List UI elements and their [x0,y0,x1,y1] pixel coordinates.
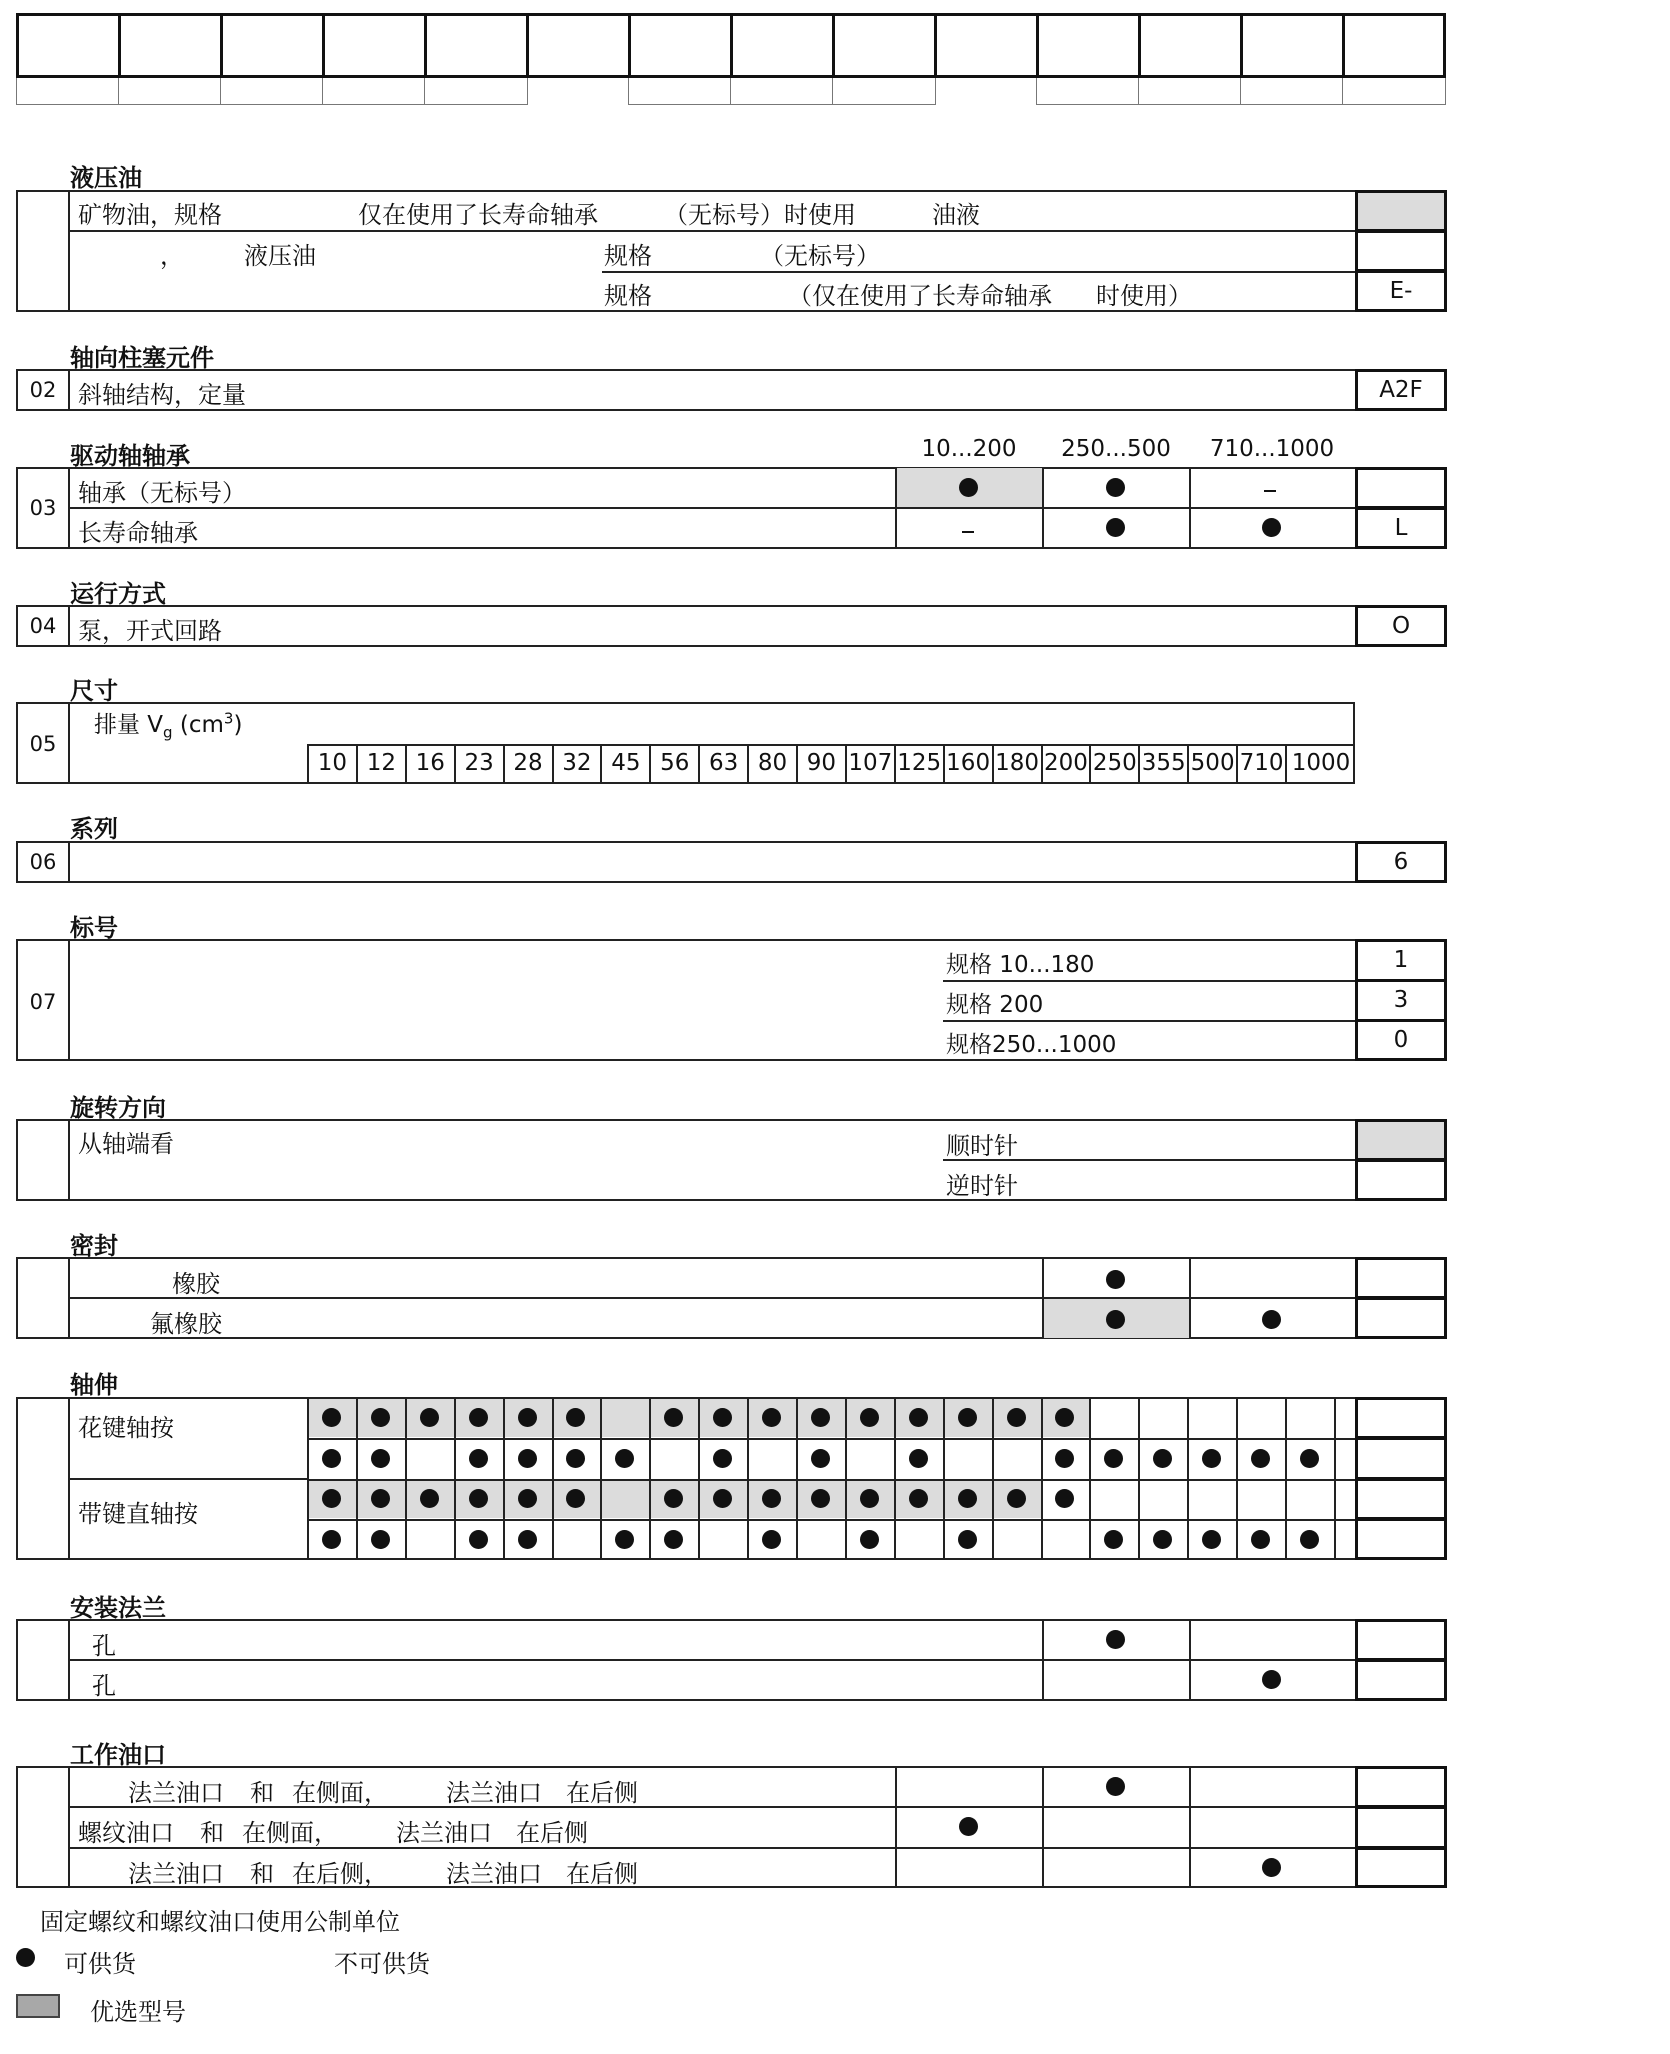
divider [68,605,70,647]
ports-row1-d: 法兰油口 [446,1779,542,1807]
divider [1187,1397,1189,1560]
divider [68,939,70,1061]
code-cell-1[interactable]: 1 [1355,939,1447,982]
code-box-10[interactable] [934,13,1039,78]
available-dot [1153,1449,1172,1468]
code-subcell [832,78,936,105]
size-option-12[interactable]: 12 [356,744,405,784]
footer-note: 固定螺纹和螺纹油口使用公制单位 [40,1908,400,1936]
section-title-ports: 工作油口 [70,1741,166,1769]
section-title-shaft: 轴伸 [70,1371,118,1399]
section-title-drive-bearing: 驱动轴轴承 [70,442,190,470]
section-title-operation: 运行方式 [70,580,166,608]
code-cell[interactable] [1355,1847,1447,1888]
code-cell-o[interactable]: O [1355,605,1447,647]
divider [1285,1397,1287,1560]
section-number: 05 [29,732,57,756]
available-dot [1300,1449,1319,1468]
available-dot [469,1449,488,1468]
divider [894,1397,896,1560]
code-cell[interactable] [1355,1619,1447,1661]
code-subcell [628,78,732,105]
divider [68,507,1447,509]
ports-row3-d: 法兰油口 [446,1860,542,1888]
code-cell-0[interactable]: 0 [1355,1019,1447,1061]
size-label-text: 排量 V [94,712,164,738]
section-title-rotation: 旋转方向 [70,1094,166,1122]
size-option-28[interactable]: 28 [503,744,552,784]
section-title-flange: 安装法兰 [70,1594,166,1622]
code-cell-l[interactable]: L [1355,507,1447,549]
shaft-row1-label: 花键轴按 [78,1414,174,1442]
code-subcell [1240,78,1344,105]
available-dot [1262,1858,1281,1877]
available-dot [469,1489,488,1508]
divider [68,1766,70,1888]
code-box-14[interactable] [1342,13,1446,78]
size-label-unit: (cm [172,712,224,738]
size-label-sup: 3 [223,709,234,728]
index-row3-label: 规格250...1000 [946,1032,1117,1058]
code-box-9[interactable] [832,13,937,78]
flange-row1-label: 孔 [92,1632,116,1660]
divider [307,1397,1447,1399]
fluid-row1-a: 矿物油，规格 [78,201,222,229]
available-dot [420,1408,439,1427]
legend-preferred-swatch [16,1994,60,2018]
divider [405,1397,407,1560]
divider [845,1397,847,1560]
fluid-row2-a: ， [160,242,184,270]
bearing-row2-label: 长寿命轴承 [78,519,198,547]
index-row2-label: 规格 200 [946,992,1044,1018]
size-option-500[interactable]: 500 [1187,744,1236,784]
divider [68,369,70,411]
bearing-header-2: 250...500 [1061,436,1171,462]
available-dot [1055,1449,1074,1468]
shaft-row2-label: 带键直轴按 [78,1500,198,1528]
size-option-45[interactable]: 45 [600,744,649,784]
size-option-16[interactable]: 16 [405,744,454,784]
divider [68,230,1447,232]
code-subcell [1342,78,1446,105]
size-label-sub: g [163,723,173,742]
seal-row2-label: 氟橡胶 [150,1310,222,1338]
code-cell-6[interactable]: 6 [1355,841,1447,883]
divider [454,1397,456,1560]
code-box-2[interactable] [118,13,223,78]
available-dot [371,1408,390,1427]
divider [895,1766,897,1888]
available-dot [420,1489,439,1508]
available-dot [909,1449,928,1468]
size-option-200[interactable]: 200 [1041,744,1090,784]
rotation-row1: 顺时针 [946,1132,1018,1160]
fluid-row3-a: 规格 [604,282,652,310]
legend-not-available-label: 不可供货 [334,1950,430,1978]
ports-row3-a: 法兰油口 [128,1860,224,1888]
divider [602,271,1447,273]
available-dot [958,1530,977,1549]
divider [649,1397,651,1560]
divider [747,1397,749,1560]
divider [1236,1397,1238,1560]
legend-available-label: 可供货 [64,1950,136,1978]
divider [307,1438,1447,1440]
code-box-4[interactable] [322,13,427,78]
available-dot [615,1449,634,1468]
code-subcell [1036,78,1140,105]
available-dot [1300,1530,1319,1549]
available-dot [518,1408,537,1427]
ports-row3-c: 在后侧， [292,1860,388,1888]
code-cell-preferred[interactable] [1355,190,1447,232]
divider [307,1397,309,1560]
index-row1-label: 规格 10...180 [946,952,1095,978]
available-dot [959,478,978,497]
code-cell-a2f[interactable]: A2F [1355,369,1447,411]
code-box-12[interactable] [1138,13,1243,78]
divider [600,1397,602,1560]
ports-row1-c: 在侧面， [292,1779,388,1807]
available-dot [1106,1630,1125,1649]
size-option-56[interactable]: 56 [649,744,698,784]
available-dot [713,1408,732,1427]
available-dot [958,1408,977,1427]
available-dot [371,1449,390,1468]
code-cell[interactable] [1355,230,1447,272]
divider [68,1297,1447,1299]
ports-row3-e: 在后侧 [566,1860,638,1888]
available-dot [1007,1489,1026,1508]
size-option-180[interactable]: 180 [992,744,1041,784]
fluid-row1-d: 油液 [932,201,980,229]
divider [1041,1397,1043,1560]
available-dot [1104,1449,1123,1468]
size-option-90[interactable]: 90 [796,744,845,784]
size-option-160[interactable]: 160 [943,744,992,784]
code-box-3[interactable] [220,13,325,78]
divider [1334,1397,1336,1560]
not-available-dash [962,531,974,533]
not-available-dash [1264,490,1276,492]
available-dot [811,1449,830,1468]
fluid-row2-d: （无标号） [760,242,880,270]
ports-row1-a: 法兰油口 [128,1779,224,1807]
fluid-row1-c: （无标号）时使用 [664,201,856,229]
bearing-header-1: 10...200 [921,436,1017,462]
available-dot [1106,1310,1125,1329]
size-option-1000[interactable]: 1000 [1285,744,1355,784]
section-title-index: 标号 [70,914,118,942]
bearing-row1-label: 轴承（无标号） [78,479,246,507]
fluid-row1-b: 仅在使用了长寿命轴承 [358,201,598,229]
divider [1042,1766,1044,1888]
available-dot [1106,1270,1125,1289]
size-option-80[interactable]: 80 [747,744,796,784]
index-table [16,939,1447,1061]
available-dot [664,1408,683,1427]
divider [356,1397,358,1560]
available-dot [518,1530,537,1549]
ports-row3-b: 和 [250,1860,274,1888]
code-subcell [16,78,120,105]
code-subcell [730,78,834,105]
size-option-355[interactable]: 355 [1138,744,1187,784]
size-option-10[interactable]: 10 [307,744,356,784]
size-option-107[interactable]: 107 [845,744,894,784]
divider [698,1397,700,1560]
fluid-row3-c: 时使用） [1096,282,1192,310]
available-dot [1202,1449,1221,1468]
divider [68,1478,307,1480]
code-box-7[interactable] [628,13,733,78]
divider [68,841,70,883]
operation-label: 泵，开式回路 [78,617,222,645]
available-dot [860,1530,879,1549]
available-dot [1262,1670,1281,1689]
section-number: 07 [29,990,57,1014]
code-box-11[interactable] [1036,13,1141,78]
code-box-5[interactable] [424,13,529,78]
size-option-32[interactable]: 32 [552,744,601,784]
available-dot [1262,1310,1281,1329]
code-cell[interactable] [1355,1478,1447,1520]
divider [68,1119,70,1201]
axial-piston-label: 斜轴结构，定量 [78,381,246,409]
operation-table [16,605,1447,647]
legend-preferred-label: 优选型号 [90,1998,186,2026]
divider [68,190,70,312]
section-number: 02 [29,378,57,402]
divider [943,1397,945,1560]
section-number: 03 [29,496,57,520]
section-title-size: 尺寸 [70,677,118,705]
available-dot [762,1408,781,1427]
available-dot [860,1408,879,1427]
code-subcell [1138,78,1242,105]
divider [307,1519,1447,1521]
flange-row2-label: 孔 [92,1672,116,1700]
section-title-hydraulic-fluid: 液压油 [70,164,142,192]
code-cell[interactable] [1355,1437,1447,1480]
available-dot [959,1817,978,1836]
divider [1089,1397,1091,1560]
size-label-end: ) [233,712,243,738]
available-dot [1106,1777,1125,1796]
available-dot [322,1449,341,1468]
size-option-23[interactable]: 23 [454,744,503,784]
code-cell-e[interactable]: E- [1355,270,1447,312]
size-label [94,706,242,742]
section-title-seal: 密封 [70,1232,118,1260]
size-option-63[interactable]: 63 [698,744,747,784]
available-dot [811,1408,830,1427]
rotation-label: 从轴端看 [78,1130,174,1158]
code-cell[interactable] [1355,1518,1447,1560]
rotation-row2: 逆时针 [946,1172,1018,1200]
available-dot [322,1408,341,1427]
divider [796,1397,798,1560]
code-cell[interactable] [1355,1397,1447,1439]
ports-row2-e: 在后侧 [516,1819,588,1847]
code-box-6[interactable] [526,13,631,78]
divider [552,1397,554,1560]
seal-row1-label: 橡胶 [172,1270,220,1298]
section-number: 06 [29,850,57,874]
fluid-row2-b: 液压油 [244,242,316,270]
code-cell-3[interactable]: 3 [1355,979,1447,1022]
available-dot [909,1489,928,1508]
available-dot [371,1530,390,1549]
divider [1189,1766,1191,1888]
divider [68,1806,1447,1808]
code-subcell [220,78,324,105]
available-dot [1106,478,1125,497]
code-cell[interactable] [1355,1806,1447,1849]
available-dot [518,1449,537,1468]
ports-row1-e: 在后侧 [566,1779,638,1807]
section-number: 04 [29,614,57,638]
ports-row1-b: 和 [250,1779,274,1807]
section-title-axial-piston: 轴向柱塞元件 [70,344,214,372]
section-title-series: 系列 [70,815,118,843]
code-cell[interactable] [1355,1766,1447,1808]
legend-available-dot [16,1948,35,1967]
code-cell[interactable] [1355,1257,1447,1299]
fluid-row2-c: 规格 [604,242,652,270]
available-dot [518,1489,537,1508]
divider [992,1397,994,1560]
code-cell[interactable] [1355,1159,1447,1201]
ports-row2-a: 螺纹油口 [78,1819,174,1847]
divider [307,1479,1447,1481]
code-subcell [322,78,426,105]
ports-row2-c: 在侧面， [242,1819,338,1847]
bearing-header-3: 710...1000 [1209,436,1335,462]
available-dot [322,1530,341,1549]
size-option-250[interactable]: 250 [1089,744,1138,784]
available-dot [469,1408,488,1427]
available-dot [1251,1449,1270,1468]
fluid-row3-b: （仅在使用了长寿命轴承 [788,282,1052,310]
code-box-13[interactable] [1240,13,1345,78]
available-dot [1007,1408,1026,1427]
series-table [16,841,1447,883]
ports-row2-b: 和 [200,1819,224,1847]
ports-row2-d: 法兰油口 [396,1819,492,1847]
code-cell-preferred[interactable] [1355,1119,1447,1161]
size-option-710[interactable]: 710 [1236,744,1285,784]
code-cell[interactable] [1355,1297,1447,1339]
available-dot [469,1530,488,1549]
code-box-1[interactable] [16,13,121,78]
divider [68,702,70,784]
divider [68,1659,1447,1661]
available-dot [1262,518,1281,537]
available-dot [909,1408,928,1427]
code-cell[interactable] [1355,467,1447,509]
size-option-125[interactable]: 125 [894,744,943,784]
available-dot [958,1489,977,1508]
divider [1138,1397,1140,1560]
divider [503,1397,505,1560]
code-box-8[interactable] [730,13,835,78]
available-dot [1106,518,1125,537]
code-cell[interactable] [1355,1659,1447,1701]
available-dot [566,1449,585,1468]
available-dot [713,1449,732,1468]
code-subcell [118,78,222,105]
code-subcell [424,78,528,105]
ports-table [16,1766,1447,1888]
